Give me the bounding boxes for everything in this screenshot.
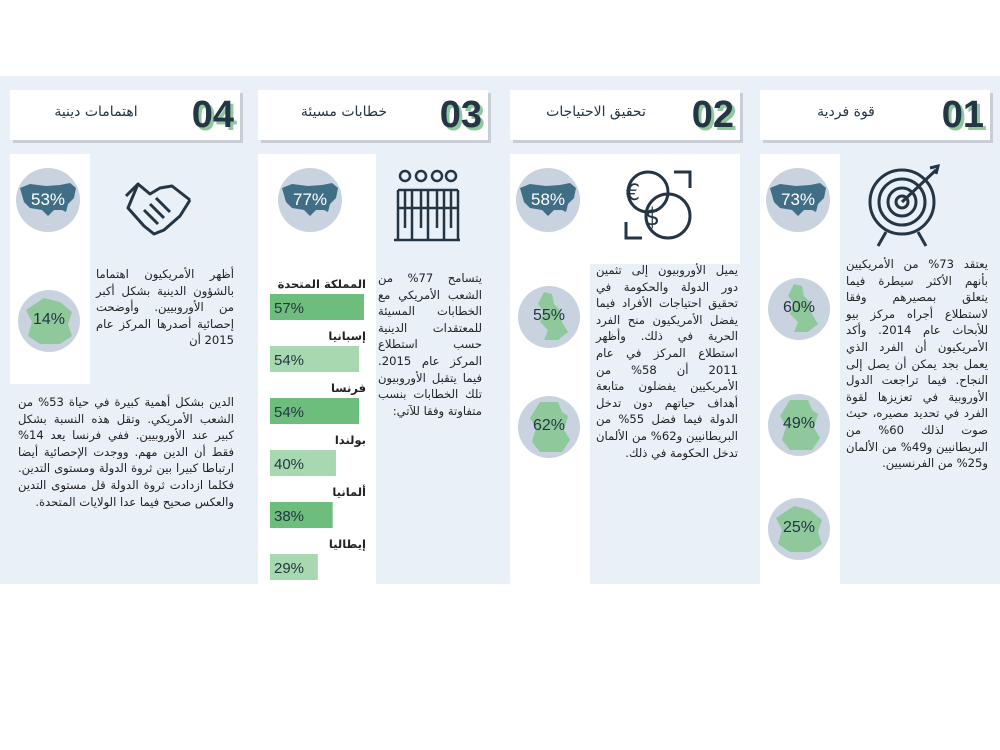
- uk-percent: 55%: [532, 307, 566, 324]
- usa-map-icon: [16, 168, 80, 232]
- usa-percent: 53%: [30, 190, 66, 209]
- bar-label: فرنسا: [330, 381, 366, 395]
- section-religious-interest: [10, 90, 240, 584]
- section-individual-power: [760, 90, 990, 584]
- section-offensive-speech: [258, 90, 488, 584]
- usa-map-icon: [516, 168, 580, 232]
- usa-map-icon: [766, 168, 830, 232]
- section-title: خطابات مسيئة: [300, 104, 388, 120]
- france-map-icon: [18, 290, 80, 352]
- bar-label: المملكة المتحدة: [277, 277, 366, 291]
- france-percent: 14%: [32, 311, 66, 328]
- germany-map-icon: [768, 394, 830, 456]
- bar-label: إسبانيا: [328, 329, 366, 343]
- usa-percent: 58%: [530, 190, 566, 209]
- section-text: يتسامح 77% من الشعب الأمريكي مع الخطابات المسيئة للمعتقدات الدينية حسب استطلاع المركز عام 2015. فيما يتقبل الأوروبيون تلك الخطابات بنسب متفاوتة وفقا للآتي:: [378, 271, 482, 418]
- section-text: يعتقد 73% من الأمريكيين بأنهم الأكثر سيطرة فيما يتعلق بمصيرهم وفقا لاستطلاع أجراه مركز بيو للأبحاث عام 2014. وأكد الأمريكيون أن الفرد الذي يعمل بجد يمكن أن يصل إلى النجاح. فيما تراجعت الدول الأوروبية في تعزيزها لقوة الفرد في تحديد مصيره، حيث صوت لذلك 60% من البريطانيين و49% من الألمان و25% من الفرنسيين.: [846, 257, 989, 471]
- bars-chart: [258, 276, 370, 576]
- bar-value: 38%: [274, 508, 305, 525]
- france-percent: 25%: [782, 519, 816, 536]
- germany-map-icon: [518, 396, 580, 458]
- bar-value: 29%: [274, 560, 305, 577]
- section-number: 03: [439, 94, 482, 136]
- usa-map-icon: [278, 168, 342, 232]
- svg-text:€: €: [626, 181, 640, 206]
- section-meeting-needs: [510, 90, 740, 584]
- bar-value: 40%: [274, 456, 305, 473]
- germany-percent: 62%: [532, 417, 566, 434]
- svg-text:$: $: [644, 203, 660, 231]
- section-text: يميل الأوروبيون إلى تثمين دور الدولة والحكومة في تحقيق احتياجات الأفراد فيما يفضل الأمريكيون منح الفرد الحرية في ذلك. وأظهر استطلاع المركز في عام 2011 أن 58% من الأمريكيين يفضلون متابعة أهداف حياتهم دون تدخل الدولة فيما فضل 55% من البريطانيين و62% من الألمان تدخل الحكومة في ذلك.: [596, 263, 738, 460]
- bar-value: 54%: [274, 404, 305, 421]
- section-title: تحقيق الاحتياجات: [546, 104, 646, 120]
- uk-map-icon: [768, 278, 830, 340]
- uk-map-icon: [518, 286, 580, 348]
- section-header: [10, 90, 240, 140]
- section-title: قوة فردية: [817, 104, 875, 120]
- section-header: [510, 90, 740, 140]
- uk-percent: 60%: [782, 299, 816, 316]
- currency-exchange-icon: [618, 162, 698, 252]
- section-number: 02: [691, 94, 734, 136]
- section-header: [760, 90, 990, 140]
- bar-value: 54%: [274, 352, 305, 369]
- usa-percent: 77%: [292, 190, 328, 209]
- handshake-icon: [124, 170, 192, 244]
- section-number: 04: [191, 94, 234, 136]
- section-text-bottom: الدين بشكل أهمية كبيرة في حياة 53% من الشعب الأمريكي. وتقل هذه النسبة بشكل كبير عند الأوروبيين. ففي فرنسا يعد 14% فقط أن الدين مهم. ووجدت الإحصائية أيضا ارتباطا كبيرا بين ثروة الدولة ومستوى التدين. فكلما ازدادت ثروة الدولة قل مستوى التدين والعكس صحيح فيما عدا الولايات المتحدة.: [18, 395, 234, 509]
- section-text-top: أظهر الأمريكيون اهتماما بالشؤون الدينية بشكل أكبر من الأوروبيين. وأوضحت إحصائية أصدرها المركز عام 2015 أن: [96, 267, 234, 348]
- bar-label: إيطاليا: [328, 537, 366, 551]
- france-map-icon: [768, 498, 830, 560]
- germany-percent: 49%: [782, 415, 816, 432]
- usa-percent: 73%: [780, 190, 816, 209]
- section-number: 01: [941, 94, 984, 136]
- section-header: [258, 90, 488, 140]
- people-group-icon: [392, 168, 462, 248]
- target-icon: [864, 162, 944, 252]
- bar-label: ألمانيا: [332, 485, 366, 499]
- section-title: اهتمامات دينية: [54, 104, 138, 120]
- bar-label: بولندا: [334, 433, 366, 447]
- bar-value: 57%: [274, 300, 305, 317]
